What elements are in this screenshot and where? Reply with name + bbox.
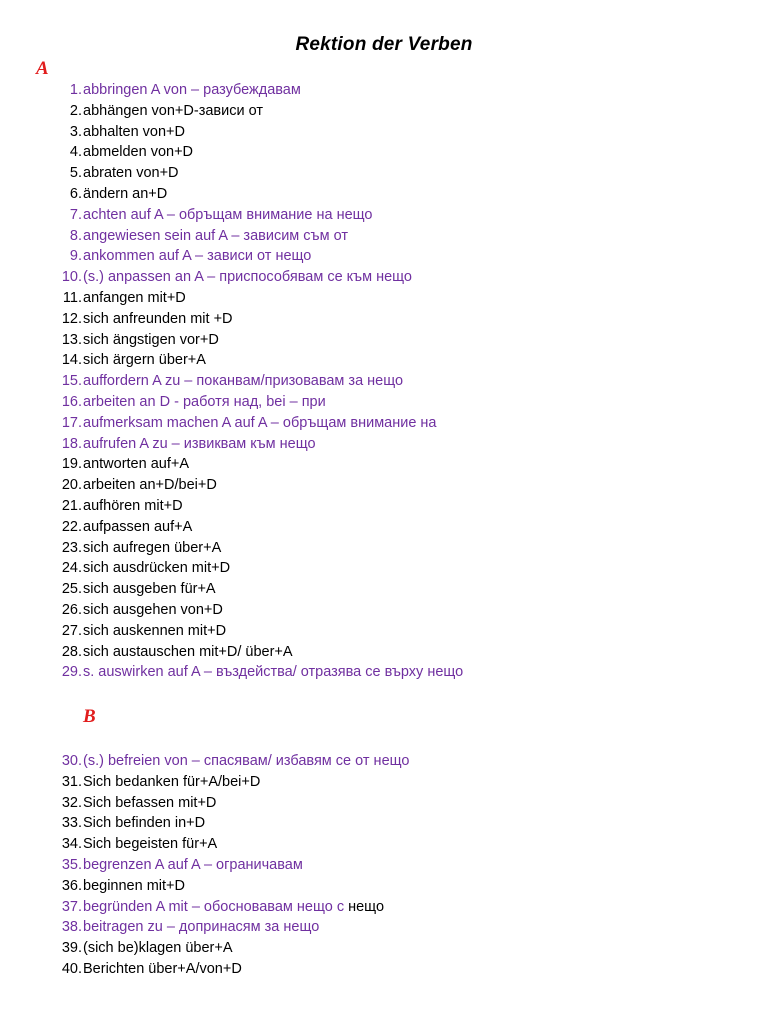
item-text xyxy=(83,101,263,122)
verb-list-b xyxy=(0,751,768,980)
item-number: 40. xyxy=(61,960,82,977)
item-number: 25. xyxy=(61,581,82,598)
item-number: 26. xyxy=(61,601,82,618)
item-text xyxy=(83,579,216,600)
list-item xyxy=(0,517,768,538)
item-text xyxy=(83,309,233,330)
item-number: 11. xyxy=(62,289,82,306)
item-number: 20. xyxy=(61,477,82,494)
item-text-main: sich ausgeben für+A xyxy=(83,581,216,598)
list-item xyxy=(0,855,768,876)
list-item xyxy=(0,959,768,980)
item-text-main: achten auf A – обръщам внимание на нещо xyxy=(83,206,373,223)
list-item xyxy=(0,454,768,475)
item-text xyxy=(83,205,372,226)
item-text-main: ändern an+D xyxy=(83,185,168,202)
item-text xyxy=(83,558,230,579)
item-number: 24. xyxy=(61,560,82,577)
item-text-main: abhängen von+D-зависи от xyxy=(83,102,263,119)
section-letter-a: A xyxy=(36,58,49,79)
item-text-main: sich ausgehen von+D xyxy=(83,601,223,618)
list-item xyxy=(0,642,768,663)
item-text-main: ankommen auf A – зависи от нещо xyxy=(83,248,312,265)
item-text xyxy=(83,517,192,538)
section-letter-b: B xyxy=(83,706,96,727)
item-text-main: begründen A mit – обосновавам нещо с xyxy=(83,898,345,915)
item-text-main: (s.) anpassen an A – приспособявам се към нещо xyxy=(83,269,412,286)
item-number: 18. xyxy=(61,435,82,452)
item-number: 10. xyxy=(61,269,82,286)
item-number: 35. xyxy=(61,856,82,873)
list-item xyxy=(0,538,768,559)
item-text xyxy=(83,600,223,621)
item-text xyxy=(83,434,316,455)
item-text-main: abbringen A von – разубеждавам xyxy=(83,82,301,98)
item-number: 2. xyxy=(69,102,82,119)
item-text xyxy=(83,267,412,288)
item-text-main: auffordern A zu – поканвам/призовавам за нещо xyxy=(83,373,404,390)
item-text xyxy=(83,184,167,205)
item-text xyxy=(83,330,219,351)
list-item xyxy=(0,246,768,267)
item-text xyxy=(83,938,233,959)
item-text xyxy=(83,793,216,814)
item-number: 28. xyxy=(61,643,82,660)
item-number: 33. xyxy=(61,815,82,832)
item-text xyxy=(83,496,183,517)
item-text-suffix: нещо xyxy=(344,898,385,915)
list-item xyxy=(0,163,768,184)
item-text xyxy=(83,876,185,897)
item-text xyxy=(83,163,179,184)
item-text xyxy=(83,621,226,642)
item-number: 17. xyxy=(61,414,82,431)
list-item xyxy=(0,558,768,579)
item-number: 8. xyxy=(69,227,82,244)
item-text xyxy=(83,413,437,434)
item-text-main: Sich bedanken für+A/bei+D xyxy=(83,773,261,790)
verb-list-a xyxy=(0,80,768,683)
list-item xyxy=(0,834,768,855)
item-number: 4. xyxy=(69,144,82,161)
list-item xyxy=(0,80,768,101)
item-text xyxy=(83,917,319,938)
item-text xyxy=(83,834,217,855)
item-number: 31. xyxy=(61,773,82,790)
item-text-main: Sich befassen mit+D xyxy=(83,794,217,811)
item-text-main: sich anfreunden mit +D xyxy=(83,310,233,327)
list-item xyxy=(0,392,768,413)
item-text-main: (s.) befreien von – спасявам/ избавям се от нещо xyxy=(83,753,410,769)
list-item xyxy=(0,350,768,371)
item-text-main: Sich begeisten für+A xyxy=(83,836,218,853)
item-text xyxy=(83,772,260,793)
item-text-main: begrenzen A auf A – ограничавам xyxy=(83,856,303,873)
item-text xyxy=(83,288,186,309)
item-number: 14. xyxy=(61,352,82,369)
list-item xyxy=(0,621,768,642)
item-number: 23. xyxy=(61,539,82,556)
item-number: 5. xyxy=(69,165,82,182)
item-text-main: abhalten von+D xyxy=(83,123,185,140)
item-number: 32. xyxy=(61,794,82,811)
item-number: 38. xyxy=(61,919,82,936)
list-item xyxy=(0,330,768,351)
item-text xyxy=(83,897,384,918)
item-text xyxy=(83,813,205,834)
item-text xyxy=(83,142,193,163)
item-number: 19. xyxy=(61,456,82,473)
item-text-main: s. auswirken auf A – въздейства/ отразява се върху нещо xyxy=(83,664,464,681)
list-item xyxy=(0,579,768,600)
item-number: 39. xyxy=(61,940,82,957)
item-text-main: Sich befinden in+D xyxy=(83,815,206,832)
item-text-main: sich ängstigen vor+D xyxy=(83,331,219,348)
item-number: 16. xyxy=(61,393,82,410)
item-text-main: sich ärgern über+A xyxy=(83,352,206,369)
item-number: 6. xyxy=(69,185,82,202)
item-text xyxy=(83,855,303,876)
list-item xyxy=(0,184,768,205)
list-item xyxy=(0,662,768,683)
item-text xyxy=(83,959,242,980)
item-text xyxy=(83,642,293,663)
item-text-main: arbeiten an D - работя над, bei – при xyxy=(83,393,326,410)
item-text-main: arbeiten an+D/bei+D xyxy=(83,477,217,494)
item-text xyxy=(83,350,206,371)
item-text xyxy=(83,538,221,559)
item-text xyxy=(83,226,348,247)
item-text-main: aufhören mit+D xyxy=(83,497,183,514)
list-item xyxy=(0,600,768,621)
item-number: 27. xyxy=(61,622,82,639)
item-number: 12. xyxy=(61,310,82,327)
item-text-main: aufrufen A zu – извиквам към нещо xyxy=(83,435,316,452)
item-text-main: anfangen mit+D xyxy=(83,289,186,306)
item-text-main: aufpassen auf+A xyxy=(83,518,193,535)
list-item xyxy=(0,938,768,959)
item-number: 36. xyxy=(61,877,82,894)
list-item xyxy=(0,496,768,517)
list-item xyxy=(0,813,768,834)
item-number: 1. xyxy=(69,82,82,98)
list-item xyxy=(0,142,768,163)
item-number: 13. xyxy=(61,331,82,348)
list-item xyxy=(0,309,768,330)
list-item xyxy=(0,226,768,247)
item-text xyxy=(83,475,217,496)
list-item xyxy=(0,288,768,309)
item-number: 29. xyxy=(61,664,82,681)
item-text xyxy=(83,454,189,475)
item-text-main: antworten auf+A xyxy=(83,456,190,473)
list-item xyxy=(0,122,768,143)
item-text xyxy=(83,392,326,413)
list-item xyxy=(0,371,768,392)
list-item xyxy=(0,413,768,434)
item-text-main: angewiesen sein auf A – зависим съм от xyxy=(83,227,348,244)
item-text-main: abraten von+D xyxy=(83,165,179,182)
item-text-main: aufmerksam machen A auf A – обръщам внимание на xyxy=(83,414,437,431)
list-item xyxy=(0,205,768,226)
item-number: 21. xyxy=(61,497,82,514)
page-title: Rektion der Verben xyxy=(295,34,473,55)
item-text xyxy=(83,371,403,392)
item-number: 30. xyxy=(61,753,82,769)
item-number: 34. xyxy=(61,836,82,853)
item-number: 9. xyxy=(69,248,82,265)
list-item xyxy=(0,751,768,772)
item-number: 37. xyxy=(61,898,82,915)
item-text-main: abmelden von+D xyxy=(83,144,194,161)
item-number: 15. xyxy=(61,373,82,390)
item-text xyxy=(83,122,185,143)
list-item xyxy=(0,772,768,793)
item-number: 22. xyxy=(61,518,82,535)
item-text-main: Berichten über+A/von+D xyxy=(83,960,242,977)
item-number: 3. xyxy=(69,123,82,140)
item-text-main: (sich be)klagen über+A xyxy=(83,940,233,957)
item-number: 7. xyxy=(69,206,82,223)
list-item xyxy=(0,876,768,897)
list-item xyxy=(0,917,768,938)
list-item xyxy=(0,897,768,918)
item-text-main: sich auskennen mit+D xyxy=(83,622,227,639)
list-item xyxy=(0,475,768,496)
list-item xyxy=(0,434,768,455)
list-item xyxy=(0,267,768,288)
item-text xyxy=(83,662,463,683)
item-text xyxy=(83,80,301,101)
item-text-main: beginnen mit+D xyxy=(83,877,185,894)
item-text xyxy=(83,751,409,772)
item-text-main: beitragen zu – допринасям за нещо xyxy=(83,919,320,936)
list-item xyxy=(0,793,768,814)
item-text-main: sich aufregen über+A xyxy=(83,539,222,556)
item-text-main: sich austauschen mit+D/ über+A xyxy=(83,643,293,660)
item-text-main: sich ausdrücken mit+D xyxy=(83,560,231,577)
item-text xyxy=(83,246,311,267)
list-item xyxy=(0,101,768,122)
